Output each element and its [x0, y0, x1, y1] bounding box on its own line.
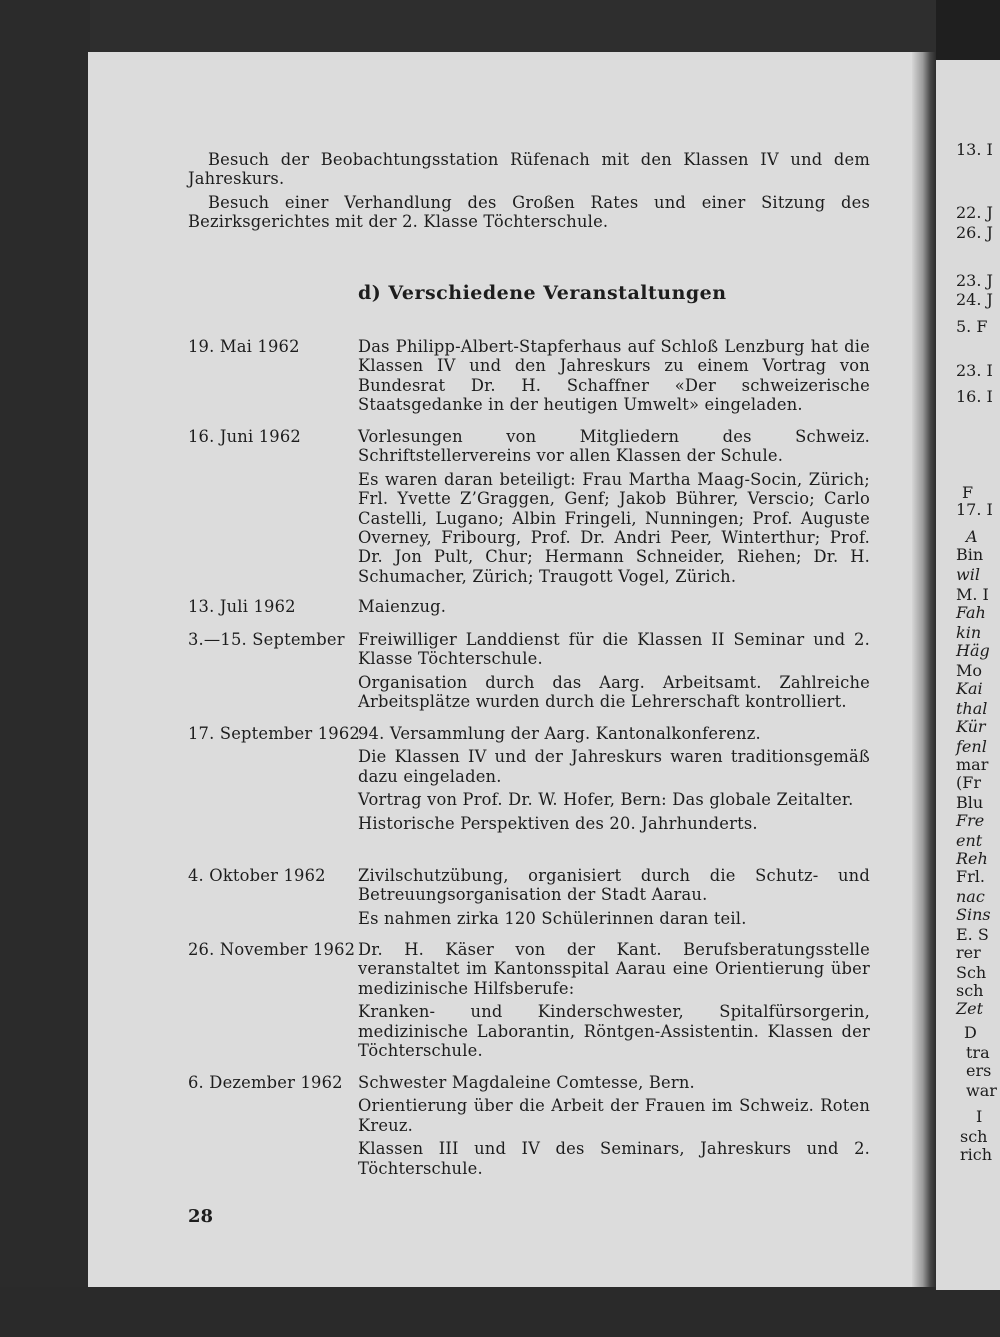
event-description — [358, 597, 870, 620]
adjacent-line: M. I — [956, 585, 989, 604]
intro-paragraph-2 — [188, 193, 870, 232]
event-description — [358, 940, 870, 1064]
event-paragraph: 94. Versammlung der Aarg. Kantonalkonferenz. — [358, 724, 761, 743]
adjacent-line: A — [966, 527, 978, 546]
adjacent-line: rich — [960, 1145, 993, 1164]
event-paragraph: Vorlesungen von Mitgliedern des Schweiz. Schriftstellervereins vor allen Klassen der Schule. — [358, 427, 870, 466]
adjacent-line: 16. I — [956, 387, 993, 406]
adjacent-line: thal — [956, 699, 988, 718]
event-paragraph: Organisation durch das Aarg. Arbeitsamt. Zahlreiche Arbeitsplätze wurden durch die Lehrerschaft kontrolliert. — [358, 672, 870, 712]
adjacent-line: F — [962, 483, 974, 502]
adjacent-line: Fah — [956, 603, 986, 622]
adjacent-line: Reh — [956, 849, 988, 868]
event-paragraph: Klassen III und IV des Seminars, Jahreskurs und 2. Töchterschule. — [358, 1139, 870, 1178]
event-description — [358, 427, 870, 590]
adjacent-line: war — [966, 1081, 997, 1100]
event-date: 17. September 1962 — [188, 724, 360, 743]
event-description — [358, 866, 870, 932]
adjacent-line: Kür — [956, 717, 986, 736]
adjacent-line: Bin — [956, 545, 984, 564]
adjacent-line: 5. F — [956, 317, 988, 336]
adjacent-line: wil — [956, 565, 980, 584]
event-date: 19. Mai 1962 — [188, 337, 300, 356]
event-paragraph: Orientierung über die Arbeit der Frauen im Schweiz. Roten Kreuz. — [358, 1096, 870, 1135]
event-paragraph: Es waren daran beteiligt: Frau Martha Maag-Socin, Zürich; Frl. Yvette Z’Graggen, Genf; Jakob Bührer, Verscio; Carlo Castelli, Lugano; Albin Fringeli, Nunningen; Prof. Auguste Overney, Fribourg, Prof. Dr. Andri Peer, Winterthur; Prof. Dr. Jon Pult, Chur; Hermann Schneider, Riehen; Dr. H. Schumacher, Zürich; Traugott Vogel, Zürich. — [358, 469, 870, 586]
adjacent-line: 13. I — [956, 140, 993, 159]
event-date: 4. Oktober 1962 — [188, 866, 326, 885]
adjacent-line: Mo — [956, 661, 983, 680]
page-number: 28 — [188, 1206, 214, 1227]
event-date: 16. Juni 1962 — [188, 427, 301, 446]
event-paragraph: Es nahmen zirka 120 Schülerinnen daran teil. — [358, 908, 747, 928]
adjacent-line: ers — [966, 1061, 992, 1080]
adjacent-line: Kai — [956, 679, 983, 698]
event-description — [358, 1073, 870, 1182]
event-description — [358, 630, 870, 716]
adjacent-line: fenl — [956, 737, 987, 756]
event-paragraph: Historische Perspektiven des 20. Jahrhunderts. — [358, 813, 758, 833]
scan-corner — [936, 0, 1000, 60]
event-paragraph: Maienzug. — [358, 597, 447, 616]
event-paragraph: Vortrag von Prof. Dr. W. Hofer, Bern: Das globale Zeitalter. — [358, 790, 854, 810]
adjacent-line: Fre — [956, 811, 985, 830]
adjacent-line: I — [976, 1107, 983, 1126]
adjacent-line: 22. J — [956, 203, 993, 222]
event-paragraph: Schwester Magdaleine Comtesse, Bern. — [358, 1073, 695, 1092]
scan-background-bottom — [0, 1287, 1000, 1337]
adjacent-line: 26. J — [956, 223, 993, 242]
adjacent-line: Blu — [956, 793, 984, 812]
event-date: 26. November 1962 — [188, 940, 356, 959]
adjacent-line: Sins — [956, 905, 991, 924]
adjacent-line: D — [964, 1023, 977, 1042]
scan-background-top — [0, 0, 1000, 52]
event-date: 13. Juli 1962 — [188, 597, 296, 616]
intro-text-2: Besuch einer Verhandlung des Großen Rates und einer Sitzung des Bezirksgerichtes mit der 2. Klasse Töchterschule. — [188, 193, 870, 232]
event-paragraph: Dr. H. Käser von der Kant. Berufsberatungsstelle veranstaltet im Kantonsspital Aarau eine Orientierung über medizinische Hilfsberufe: — [358, 940, 870, 998]
adjacent-line: E. S — [956, 925, 989, 944]
section-heading: d) Verschiedene Veranstaltungen — [358, 282, 727, 304]
event-description — [358, 724, 870, 837]
scan-background-left — [0, 0, 90, 1337]
adjacent-line: Sch — [956, 963, 987, 982]
event-date: 3.—15. September — [188, 630, 345, 649]
adjacent-line: 17. I — [956, 500, 993, 519]
adjacent-line: Häg — [956, 641, 990, 660]
adjacent-line: tra — [966, 1043, 990, 1062]
event-description — [358, 337, 870, 419]
event-date: 6. Dezember 1962 — [188, 1073, 343, 1092]
book-gutter — [912, 52, 936, 1287]
event-paragraph: Das Philipp-Albert-Stapferhaus auf Schloß Lenzburg hat die Klassen IV und den Jahreskurs zu einem Vortrag von Bundesrat Dr. H. Schaffner «Der schweizerische Staatsgedanke in der heutigen Umwelt» eingeladen. — [358, 337, 870, 415]
adjacent-line: Zet — [956, 999, 984, 1018]
adjacent-line: (Fr — [956, 773, 981, 792]
adjacent-line: sch — [960, 1127, 988, 1146]
adjacent-page — [936, 60, 1000, 1290]
adjacent-line: 23. I — [956, 361, 993, 380]
adjacent-line: 23. J — [956, 271, 993, 290]
adjacent-line: mar — [956, 755, 989, 774]
adjacent-line: ent — [956, 831, 983, 850]
adjacent-line: nac — [956, 887, 985, 906]
event-paragraph: Die Klassen IV und der Jahreskurs waren traditionsgemäß dazu eingeladen. — [358, 747, 870, 786]
adjacent-line: kin — [956, 623, 982, 642]
adjacent-line: Frl. — [956, 867, 985, 886]
adjacent-line: sch — [956, 981, 984, 1000]
event-paragraph: Kranken- und Kinderschwester, Spitalfürsorgerin, medizinische Laborantin, Röntgen-Assistentin. Klassen der Töchterschule. — [358, 1002, 870, 1061]
event-paragraph: Freiwilliger Landdienst für die Klassen II Seminar und 2. Klasse Töchterschule. — [358, 630, 870, 669]
adjacent-line: rer — [956, 943, 981, 962]
intro-text-1: Besuch der Beobachtungsstation Rüfenach mit den Klassen IV und dem Jahreskurs. — [188, 150, 870, 189]
adjacent-line: 24. J — [956, 290, 993, 309]
event-paragraph: Zivilschutzübung, organisiert durch die Schutz- und Betreuungsorganisation der Stadt Aarau. — [358, 866, 870, 905]
intro-paragraph-1 — [188, 150, 870, 189]
